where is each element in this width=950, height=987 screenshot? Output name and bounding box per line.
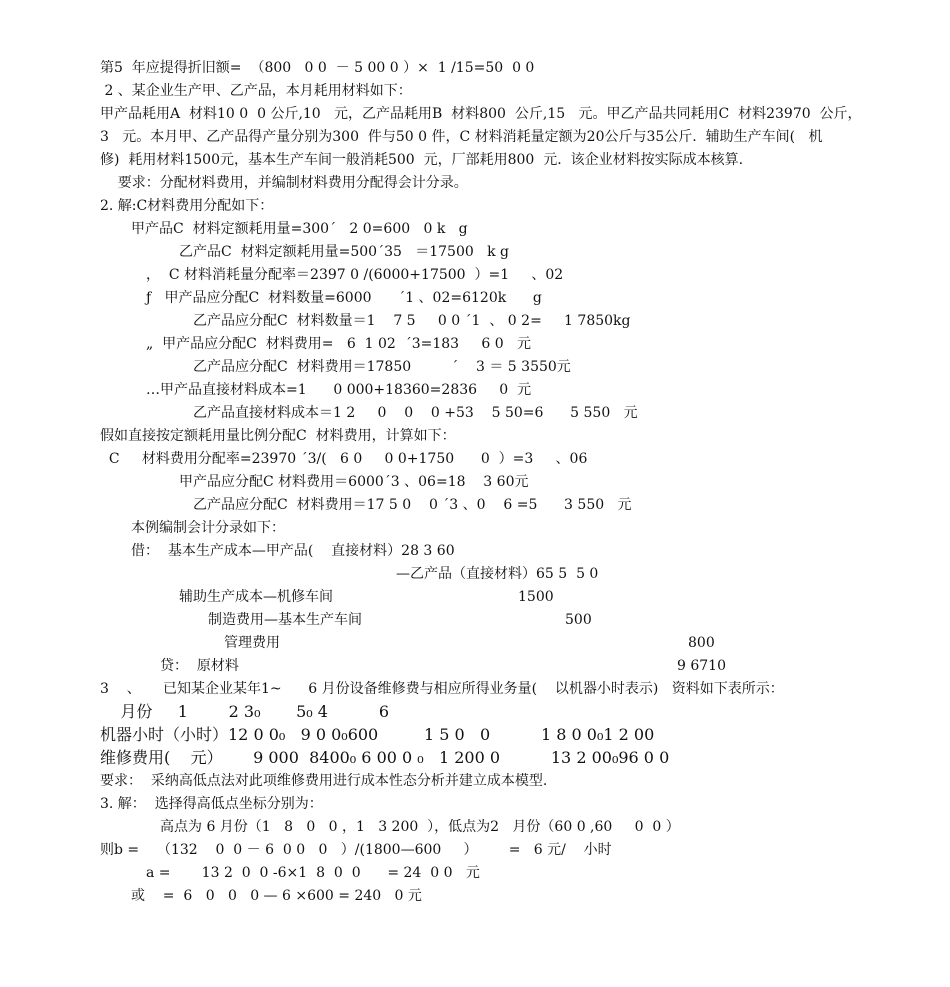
amount-value: 9 6710 [677,658,726,674]
amount-value: 800 [688,635,715,651]
text-line: 第5 年应提得折旧额= （800 0 0 － 5 00 0 ）× 1 /15=50 0 0 [100,60,535,76]
text-line: 或 = 6 0 0 0 — 6 ×600 = 240 0 元 [131,888,422,904]
text-line: „ 甲产品应分配C 材料费用= 6 1 02 ´3=183 6 0 元 [146,336,531,352]
text-line: 则b = （132 0 0 － 6 0 0 0 ）/(1800—600 ） = 6 元/ 小时 [100,842,612,858]
text-line: 2 、某企业生产甲、乙产品，本月耗用材料如下： [100,83,412,99]
text-line: 3 、 已知某企业某年1~ 6 月份设备维修费与相应所得业务量( 以机器小时表示) 资料如下表所示： [100,681,784,697]
text-line: 假如直接按定额耗用量比例分配C 材料费用，计算如下： [100,428,456,444]
text-line: 借： 基本生产成本—甲产品( 直接材料）28 3 60 [131,543,455,559]
text-line: a = 13 2 0 0 -6×1 8 0 0 = 24 0 0 元 [146,865,480,881]
text-line: 要求： 采纳高低点法对此项维修费用进行成本性态分析并建立成本模型. [100,773,548,789]
text-line: 修) 耗用材料1500元，基本生产车间一般消耗500 元，厂部耗用800 元. 该企业材料按实际成本核算. [100,152,744,168]
amount-value: 500 [565,612,592,628]
text-line: 乙产品直接材料成本＝1 2 0 0 0 +53 5 50=6 5 550 元 [193,405,638,421]
text-line: 制造费用—基本生产车间 [208,612,362,628]
text-line: —乙产品（直接材料）65 5 5 0 [396,566,599,582]
text-line: 高点为 6 月份（1 8 0 0 ，1 3 200 ），低点为2 月份（60 0 ,60 0 0 ） [160,819,680,835]
text-line: 甲产品C 材料定额耗用量=300´ 2 0=600 0 k g [131,221,468,237]
amount-value: 1500 [518,589,554,605]
text-line: 乙产品应分配C 材料数量＝1 7 5 0 0 ´1 、 0 2= 1 7850kg [193,313,631,329]
text-line: 乙产品应分配C 材料费用＝17850 ´ 3 ＝ 5 3550元 [193,359,571,375]
table-row-repair-cost: 维修费用( 元） 9 000 8400₀ 6 00 0 ₀ 1 200 0 13 2 00₀96 0 0 [100,748,670,767]
text-line: 本例编制会计分录如下： [131,520,285,536]
table-row-machine-hours: 机器小时（小时）12 0 0₀ 9 0 0₀600 1 5 0 0 1 8 0 0₀1 2 00 [100,725,655,744]
text-line: 甲产品应分配C 材料费用＝6000´3 、06=18 3 60元 [179,474,529,490]
text-line: …甲产品直接材料成本=1 0 000+18360=2836 0 元 [146,382,532,398]
text-line: 3. 解： 选择得高低点坐标分别为： [100,796,323,812]
table-row-months: 月份 1 2 3₀ 5₀ 4 6 [100,702,390,721]
text-line: 辅助生产成本—机修车间 [179,589,333,605]
text-line: ， C 材料消耗量分配率＝2397 0 /(6000+17500 ）=1 、02 [146,267,564,283]
text-line: 3 元。本月甲、乙产品得产量分别为300 件与50 0 件，C 材料消耗量定额为20公斤与35公斤. 辅助生产车间( 机 [100,129,823,145]
text-line: 管理费用 [224,635,280,651]
text-line: ƒ 甲产品应分配C 材料数量=6000 ´1 、02=6120k g [146,290,542,306]
text-line: 2. 解:C材料费用分配如下： [100,198,274,214]
text-line: 乙产品应分配C 材料费用＝17 5 0 0 ´3 、0 6 =5 3 550 元 [193,497,632,513]
text-line: 贷： 原材料 [160,658,239,674]
text-line: 甲产品耗用A 材料10 0 0 公斤,10 元，乙产品耗用B 材料800 公斤,15 元。甲乙产品共同耗用C 材料23970 公斤， [100,106,862,122]
text-line: 要求：分配材料费用，并编制材料费用分配得会计分录。 [100,175,468,191]
text-line: C 材料费用分配率=23970 ´3/( 6 0 0 0+1750 0 ）=3 、06 [100,451,588,467]
text-line: 乙产品C 材料定额耗用量=500´35 ＝17500 k g [179,244,510,260]
